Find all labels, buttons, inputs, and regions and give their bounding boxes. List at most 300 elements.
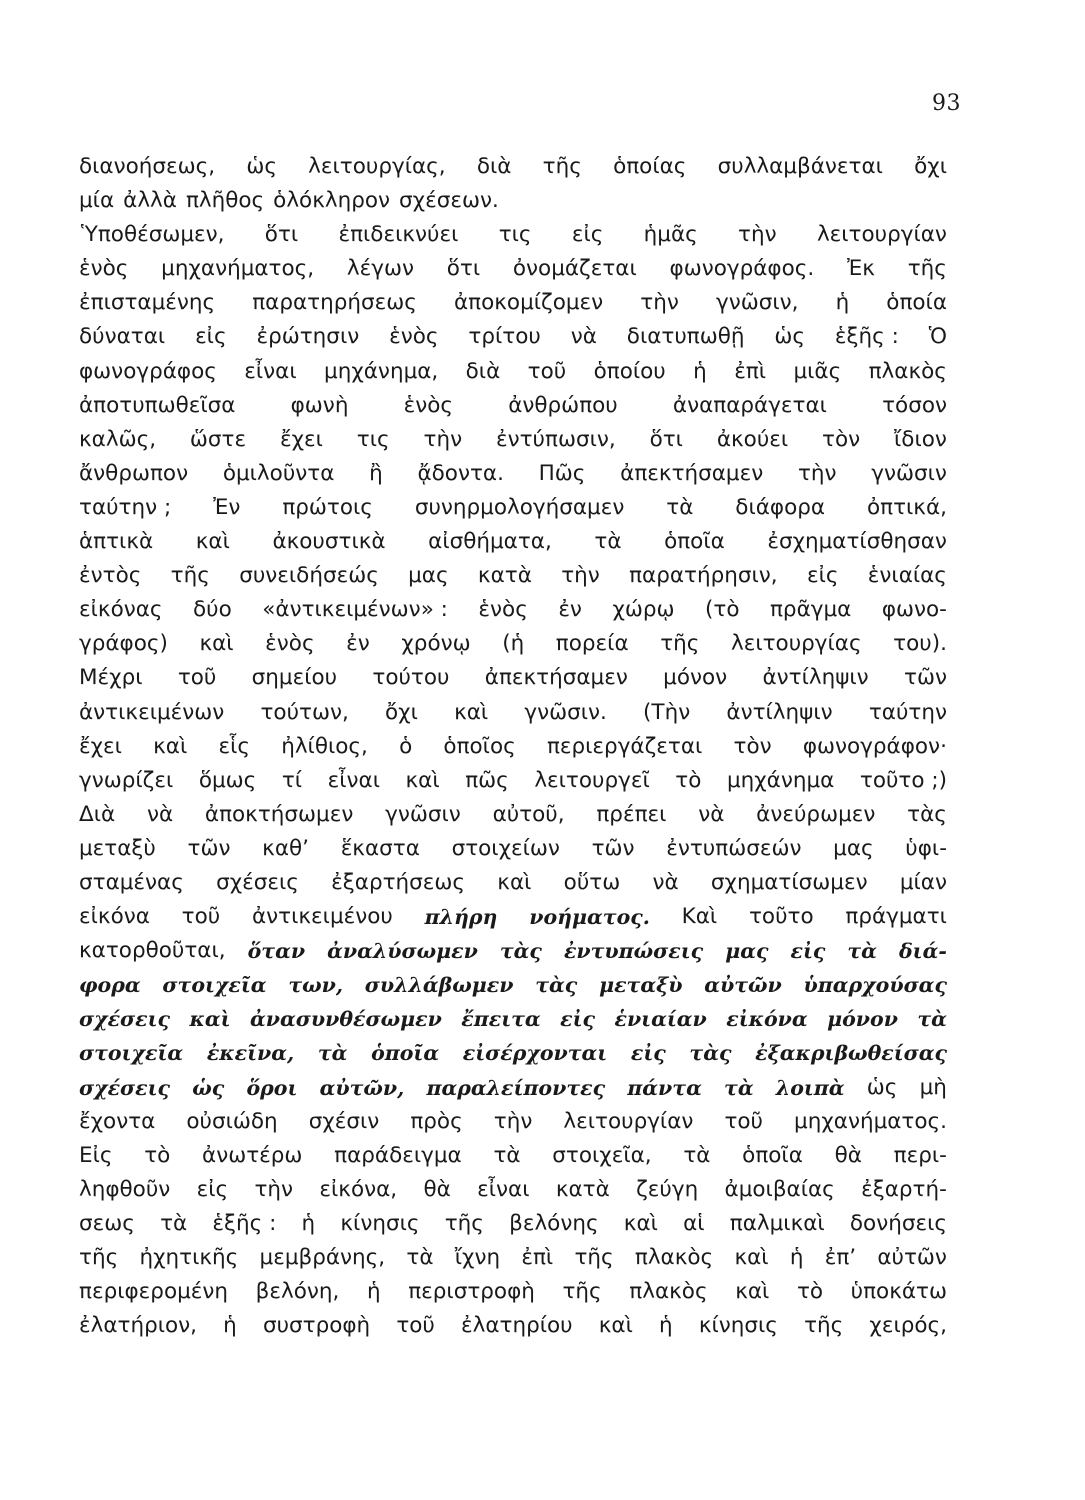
word: ὁλόκληρον	[273, 188, 391, 214]
word: ἑνὸς	[265, 631, 315, 657]
word: ἐντύπωσιν,	[495, 426, 616, 452]
emphasized-word: ἀναλύσωμεν	[327, 939, 478, 964]
word: παρατηρήσεως	[252, 290, 417, 316]
word: τρίτου	[468, 324, 541, 350]
word: ἑνιαίας	[867, 563, 947, 589]
word: τῆς	[907, 256, 947, 282]
text-line	[79, 661, 947, 695]
word: ὄχι	[914, 154, 947, 179]
word: δύναται	[79, 324, 166, 350]
word: (τὸ	[705, 597, 740, 623]
word: διατυπωθῇ	[626, 324, 745, 350]
word: πρέπει	[596, 801, 667, 827]
word: θὰ	[423, 1176, 451, 1202]
word: μεμβράνης,	[259, 1245, 386, 1270]
word: καὶ	[497, 869, 532, 895]
word: γνῶσιν	[385, 801, 461, 827]
text-line	[79, 184, 947, 218]
emphasized-word: τὰς	[689, 1041, 732, 1066]
word: ἡ	[223, 1313, 237, 1339]
text-line	[79, 593, 947, 627]
word: τὸ	[675, 767, 702, 793]
word: πορεία	[555, 631, 629, 657]
text-line	[79, 559, 947, 593]
emphasized-word: τὰ	[917, 1007, 947, 1032]
word: δύο	[193, 597, 232, 623]
emphasized-word: ἐξακριβωθείσας	[755, 1041, 947, 1066]
word: συλλαμβάνεται	[717, 154, 883, 179]
text-line	[79, 491, 947, 525]
word: ἑξῆς :	[212, 1210, 277, 1236]
word: τῆς	[574, 1245, 614, 1270]
word: ἡ	[693, 358, 707, 384]
word: πλακὸς	[868, 358, 947, 384]
word: νὰ	[570, 324, 597, 350]
word: ἡ	[789, 1245, 804, 1270]
text-line	[79, 1036, 947, 1070]
word: τὸν	[822, 426, 861, 452]
word: κατορθοῦται,	[79, 938, 226, 964]
emphasized-word: τὰς	[499, 939, 542, 964]
emphasized-word: εἰσέρχονται	[462, 1041, 608, 1066]
word: τῶν	[904, 665, 947, 691]
text-line	[79, 525, 947, 559]
word: ὀνομάζεται	[512, 256, 637, 282]
word: ἀποτυπωθεῖσα	[79, 392, 236, 418]
word: μας	[408, 563, 449, 589]
word: τὰ	[493, 1142, 521, 1168]
word: συνειδήσεώς	[239, 563, 379, 589]
word: τις	[356, 426, 390, 452]
text-line	[79, 286, 947, 320]
word: εἷς	[218, 733, 250, 759]
word: ὅτι	[446, 256, 481, 282]
word: μηχανήματος.	[794, 1108, 947, 1134]
word: ἔχει	[79, 733, 122, 759]
word: εἰς	[196, 1176, 229, 1202]
text-line	[79, 696, 947, 730]
word: μόνον	[663, 665, 728, 691]
word: καὶ	[735, 1279, 770, 1305]
word: διάφορα	[735, 494, 826, 520]
word: λειτουργίας,	[308, 154, 446, 179]
word: καὶ	[598, 1313, 633, 1339]
word: τὸ	[796, 1279, 824, 1305]
word: πρὸς	[410, 1108, 463, 1134]
emphasized-word: λοιπὰ	[775, 1075, 845, 1100]
text-line	[79, 968, 947, 1002]
word: ἐπὶ	[521, 1245, 554, 1270]
word: αὐτοῦ,	[492, 801, 565, 827]
word: μίαν	[899, 869, 947, 895]
emphasized-word: διά-	[899, 939, 947, 964]
word: ἀντίληψιν	[762, 665, 869, 691]
word: ὅτι	[649, 426, 683, 452]
word: ἐξαρτήσεως	[331, 869, 466, 895]
word: περιφερομένη	[79, 1279, 229, 1305]
word: ἡ	[659, 1313, 673, 1339]
emphasized-word: αὐτῶν	[704, 973, 782, 998]
word: τί	[281, 767, 303, 793]
word: ᾄδοντα.	[417, 460, 504, 486]
word: τις	[498, 222, 532, 248]
word: αἱ	[683, 1210, 705, 1236]
emphasized-word: εἰς	[630, 1041, 666, 1066]
word: ἑνὸς	[478, 597, 528, 623]
word: ὁ	[399, 733, 413, 759]
emphasized-word: φορα	[79, 973, 141, 998]
word: Μέχρι	[79, 665, 143, 691]
word: νὰ	[698, 801, 725, 827]
word: νὰ	[146, 801, 174, 827]
word: στοιχεῖα,	[552, 1142, 652, 1168]
word: περιεργάζεται	[546, 733, 703, 759]
emphasized-word: εἰς	[560, 1007, 596, 1032]
word: τῆς	[170, 563, 210, 589]
word: ἑνὸς	[389, 324, 439, 350]
word: εἰς	[806, 563, 839, 589]
word: τὰ	[683, 1142, 711, 1168]
word: Ἐκ	[846, 256, 875, 282]
word: εἰς	[571, 222, 604, 248]
word: ἐντὸς	[79, 563, 142, 589]
word: μηχανήματος,	[161, 256, 315, 282]
word: διὰ	[476, 154, 512, 179]
word: ὡς	[246, 154, 277, 179]
word: καὶ	[623, 1210, 658, 1236]
word: οὐσιώδη	[186, 1108, 278, 1134]
word: σχηματίσωμεν	[710, 869, 868, 895]
word: ζεύγη	[636, 1176, 699, 1202]
word: ἀνθρώπου	[508, 392, 618, 418]
word: ἔχοντα	[79, 1108, 156, 1134]
word: καὶ	[195, 529, 230, 555]
word: παρατήρησιν,	[629, 563, 778, 589]
word: ὁποῖος	[443, 733, 516, 759]
text-line	[79, 1071, 947, 1105]
word: ἢ	[369, 460, 383, 486]
word: ἐν	[346, 631, 370, 657]
text-line	[79, 764, 947, 798]
word: καὶ	[454, 699, 489, 725]
word: ἀκουστικὰ	[272, 529, 386, 555]
page-number: 93	[932, 91, 961, 116]
word: πλακὸς	[629, 1279, 708, 1305]
word: γνῶσιν	[871, 460, 947, 486]
emphasized-word: ὑπαρχούσας	[803, 973, 947, 998]
word: οὕτω	[563, 869, 621, 895]
word: ἀκούει	[716, 426, 789, 452]
text-line	[79, 218, 947, 252]
word: ἐπισταμένης	[79, 290, 216, 316]
text-line	[79, 1105, 947, 1139]
word: τόσον	[882, 392, 947, 418]
word: ἀμοιβαίας	[724, 1176, 835, 1202]
word: Ἐν	[213, 494, 241, 520]
word: Ὑποθέσωμεν,	[81, 222, 225, 248]
word: τῆς	[79, 1245, 119, 1270]
text-line	[79, 627, 947, 661]
word: τοῦ	[527, 358, 567, 384]
word: ἐν	[558, 597, 582, 623]
word: του).	[893, 631, 947, 657]
word: χώρῳ	[612, 597, 675, 623]
body-text	[79, 150, 947, 1343]
emphasized-word: τὰ	[847, 939, 877, 964]
word: σταμένας	[79, 869, 184, 895]
word: φωνογράφος.	[669, 256, 815, 282]
word: ὄχι	[385, 699, 418, 725]
word: τὴν	[493, 1108, 533, 1134]
emphasized-word: τὰς	[535, 973, 578, 998]
word: ὑποκάτω	[850, 1279, 947, 1305]
emphasized-word: στοιχεῖα	[162, 973, 267, 998]
word: κίνησις	[698, 1313, 778, 1339]
word: τῆς	[562, 1279, 602, 1305]
text-line	[79, 1275, 947, 1309]
word: αἰσθήματα,	[428, 529, 552, 555]
word: ὀπτικά,	[866, 494, 947, 520]
word: ἐπιδεικνύει	[338, 222, 459, 248]
word: πλακὸς	[634, 1245, 714, 1270]
word: ἐπ’	[824, 1245, 857, 1270]
word: τῶν	[591, 835, 635, 861]
word: εἰκόνα	[79, 904, 150, 930]
text-line	[79, 320, 947, 354]
word: Εἰς	[79, 1142, 113, 1168]
word: ὅμως	[198, 767, 257, 793]
word: λειτουργίαν	[563, 1108, 694, 1134]
emphasized-word: ὡς	[192, 1075, 225, 1100]
word: ὡς	[774, 324, 806, 350]
word: ἠχητικῆς	[139, 1245, 239, 1270]
text-line	[79, 1207, 947, 1241]
word: τὰ	[594, 529, 622, 555]
emphasized-word: νοήματος.	[529, 905, 650, 930]
text-line	[79, 389, 947, 423]
word: μηχάνημα	[726, 767, 835, 793]
word: στοιχείων	[451, 835, 560, 861]
emphasized-word: αὐτῶν,	[319, 1075, 405, 1100]
word: ἀνεύρωμεν	[756, 801, 876, 827]
emphasized-word: ἔπειτα	[461, 1007, 541, 1032]
word: τὰ	[160, 1210, 188, 1236]
emphasized-word: εἰκόνα	[726, 1007, 808, 1032]
word: ἑνὸς	[403, 392, 454, 418]
word: τὴν	[797, 460, 837, 486]
emphasized-word: μεταξὺ	[599, 973, 683, 998]
word: θὰ	[834, 1142, 862, 1168]
emphasized-word: ἐντυπώσεις	[563, 939, 704, 964]
emphasized-word: των,	[288, 973, 344, 998]
word: μία	[79, 188, 115, 214]
word: ὁποίας	[613, 154, 687, 179]
word: τοῦ	[724, 1108, 763, 1134]
word: τὴν	[423, 426, 463, 452]
word: γράφος)	[79, 631, 168, 657]
word: ἴχνη	[454, 1245, 501, 1270]
word: πῶς	[465, 767, 509, 793]
word: ὁποία	[886, 290, 947, 316]
word: ἀπεκτήσαμεν	[620, 460, 764, 486]
word: γνῶσιν,	[715, 290, 799, 316]
text-line	[79, 1002, 947, 1036]
emphasized-word: πλήρη	[424, 905, 498, 930]
word: συνηρμολογήσαμεν	[414, 494, 625, 520]
text-line	[79, 900, 947, 934]
word: ἀνωτέρω	[202, 1142, 303, 1168]
word: παράδειγμα	[334, 1142, 462, 1168]
text-line	[79, 1309, 947, 1343]
word: ὁμιλοῦντα	[222, 460, 335, 486]
emphasized-word: συλλάβωμεν	[364, 973, 514, 998]
word: τοῦ	[181, 904, 221, 930]
word: χειρός,	[869, 1313, 947, 1339]
word: τῆς	[804, 1313, 844, 1339]
word: σεως	[79, 1210, 135, 1236]
word: τὴν	[561, 563, 600, 589]
word: τὰς	[907, 801, 947, 827]
word: τοῦτο ;)	[859, 767, 947, 793]
word: φωνο-	[881, 597, 947, 623]
word: ὥστε	[189, 426, 247, 452]
word: τοῦτο	[748, 904, 814, 930]
word: εἰς	[195, 324, 227, 350]
word: καὶ	[153, 733, 188, 759]
word: κίνησις	[340, 1210, 420, 1236]
word: Ὁ	[928, 324, 947, 350]
word: ἐπὶ	[734, 358, 767, 384]
word: ταύτην ;	[79, 494, 172, 520]
word: τούτων,	[260, 699, 349, 725]
text-line	[79, 832, 947, 866]
word: πλῆθος	[185, 188, 265, 214]
word: ἑνὸς	[79, 256, 129, 282]
emphasized-word: ὅροι	[246, 1075, 298, 1100]
word: εἰκόνα,	[319, 1176, 398, 1202]
word: λειτουργίας	[730, 631, 862, 657]
word: περι-	[893, 1142, 947, 1168]
word: ἡμᾶς	[643, 222, 698, 248]
word: τῆς	[444, 1210, 484, 1236]
word: πράγματι	[845, 904, 947, 930]
word: λειτουργίαν	[816, 222, 947, 248]
word: διὰ	[465, 358, 501, 384]
word: λειτουργεῖ	[534, 767, 650, 793]
word: ἐξαρτή-	[861, 1176, 947, 1202]
text-line	[79, 730, 947, 764]
word: ἐσχηματίσθησαν	[767, 529, 947, 555]
word: γνωρίζει	[79, 767, 174, 793]
emphasized-word: σχέσεις	[79, 1007, 171, 1032]
text-line	[79, 355, 947, 389]
word: σημείου	[251, 665, 338, 691]
word: τὴν	[738, 222, 777, 248]
word: ὁποίου	[593, 358, 666, 384]
word: σχέσεις	[216, 869, 299, 895]
word: σχέσεων.	[399, 188, 499, 214]
emphasized-word: ὅταν	[247, 939, 306, 964]
word: εἰκόνας	[79, 597, 163, 623]
word: (Τὴν	[643, 699, 691, 725]
word: ἐντυπώσεών	[666, 835, 802, 861]
word: ὅτι	[264, 222, 299, 248]
text-line	[79, 1173, 947, 1207]
word: ἀπεκτήσαμεν	[484, 665, 628, 691]
word: τὴν	[254, 1176, 294, 1202]
word: ἡ	[366, 1279, 381, 1305]
word: λέγων	[346, 256, 414, 282]
word: Πῶς	[538, 460, 586, 486]
word: τῆς	[542, 154, 582, 179]
word: τοῦ	[177, 665, 217, 691]
word: ἕκαστα	[340, 835, 420, 861]
word: καὶ	[199, 631, 234, 657]
word: ἔχει	[279, 426, 323, 452]
word: ἀντικειμένων	[79, 699, 225, 725]
emphasized-word: ὁποῖα	[371, 1041, 440, 1066]
word: τοῦ	[396, 1313, 435, 1339]
word: ἁπτικὰ	[79, 529, 154, 555]
word: ταύτην	[868, 699, 947, 725]
word: ὡς	[866, 1074, 898, 1100]
word: βελόνη,	[255, 1279, 340, 1305]
emphasized-word: τὰ	[724, 1075, 754, 1100]
word: αὐτῶν	[877, 1245, 947, 1270]
word: καθ’	[262, 835, 310, 861]
word: Διὰ	[79, 801, 116, 827]
word: ἀναπαράγεται	[672, 392, 827, 418]
text-line	[79, 150, 947, 184]
word: Καὶ	[681, 904, 718, 930]
word: τῶν	[187, 835, 231, 861]
word: ἄνθρωπον	[79, 460, 189, 486]
text-line	[79, 1139, 947, 1173]
word: φωνογράφος	[79, 358, 217, 384]
word: ἴδιον	[894, 426, 947, 452]
word: γνῶσιν.	[524, 699, 607, 725]
emphasized-word: μας	[725, 939, 769, 964]
word: κατὰ	[555, 1176, 610, 1202]
word: μηχάνημα,	[324, 358, 439, 384]
word: σχέσιν	[308, 1108, 380, 1134]
word: ἀποκτήσωμεν	[204, 801, 354, 827]
word: βελόνης	[509, 1210, 599, 1236]
emphasized-word: μόνον	[827, 1007, 898, 1032]
word: ἐλατηρίου	[461, 1313, 573, 1339]
word: «ἀντικειμένων» :	[262, 597, 448, 623]
word: περιστροφὴ	[408, 1279, 535, 1305]
word: μεταξὺ	[79, 835, 156, 861]
emphasized-word: ἀνασυνθέσωμεν	[250, 1007, 442, 1032]
emphasized-word: πάντα	[627, 1075, 702, 1100]
word: ὁποῖα	[742, 1142, 803, 1168]
word: εἶναι	[477, 1176, 530, 1202]
word: πρώτοις	[282, 494, 373, 520]
emphasized-word: ἐκεῖνα,	[206, 1041, 295, 1066]
word: κατὰ	[477, 563, 532, 589]
word: τὸ	[144, 1142, 171, 1168]
word: ἡ	[301, 1210, 316, 1236]
word: δονήσεις	[849, 1210, 947, 1236]
emphasized-word: παραλείποντες	[426, 1075, 606, 1100]
word: μας	[833, 835, 874, 861]
text-line	[79, 423, 947, 457]
text-line	[79, 934, 947, 968]
word: καλῶς,	[79, 426, 157, 452]
word: τὰ	[666, 494, 694, 520]
word: ἀλλὰ	[123, 188, 177, 214]
